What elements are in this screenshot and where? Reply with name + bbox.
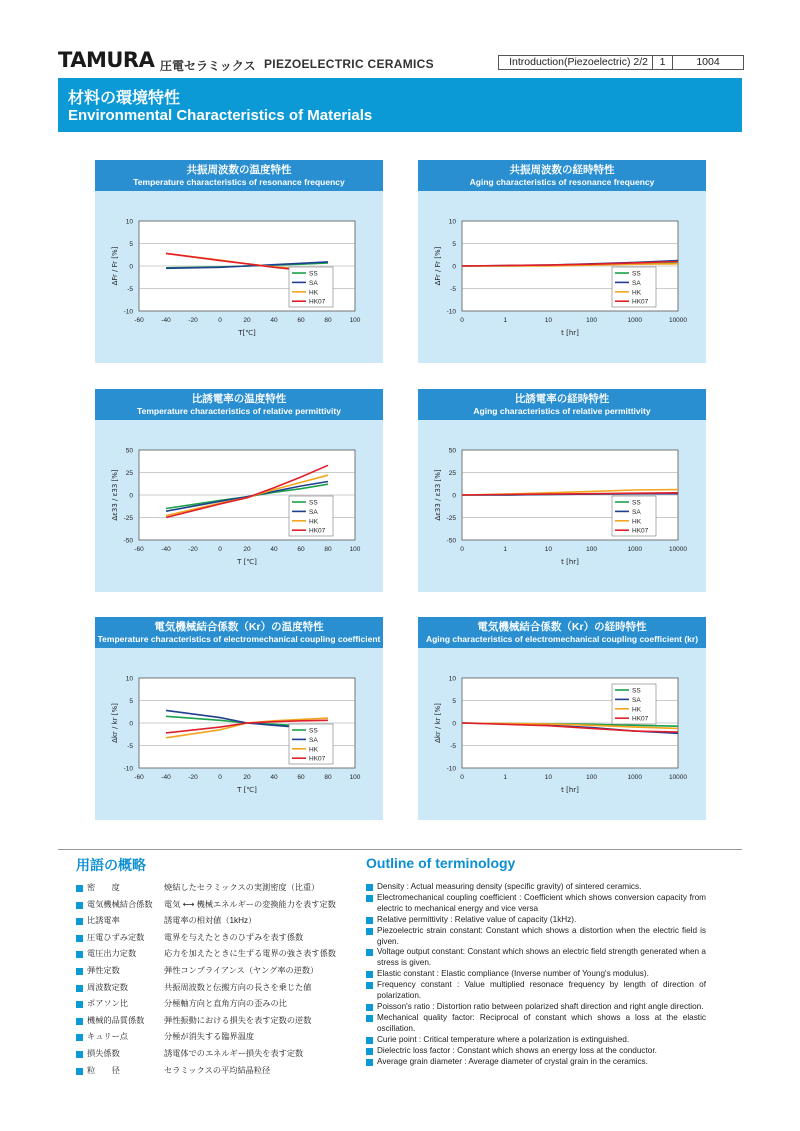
y-tick-label: 5 bbox=[129, 241, 133, 248]
bullet-square-icon bbox=[76, 935, 83, 942]
chart-title-jp: 共振周波数の経時特性 bbox=[509, 164, 615, 176]
term-label: 機械的品質係数 bbox=[87, 1015, 145, 1025]
x-tick-label: 1000 bbox=[627, 774, 643, 781]
term-text: Curie point : Critical temperature where a polarization is extinguished. bbox=[377, 1034, 630, 1044]
term-label: 電圧出力定数 bbox=[87, 949, 137, 959]
term-text: Relative permittivity : Relative value of capacity (1kHz). bbox=[377, 914, 577, 924]
legend-entry: HK07 bbox=[309, 755, 326, 763]
list-item bbox=[76, 1013, 346, 1030]
chart-title-bar bbox=[418, 160, 706, 191]
x-tick-label: 40 bbox=[270, 546, 278, 553]
doc-code: 1004 bbox=[696, 56, 720, 68]
x-tick-label: -20 bbox=[188, 317, 198, 324]
x-tick-label: 60 bbox=[297, 546, 305, 553]
y-axis-label: Δkr / kr [%] bbox=[434, 703, 442, 743]
y-tick-label: -10 bbox=[446, 765, 456, 773]
y-tick-label: -25 bbox=[446, 515, 456, 522]
x-tick-label: 10000 bbox=[668, 546, 688, 553]
doc-section: Introduction(Piezoelectric) 2/2 bbox=[499, 56, 653, 69]
y-tick-label: -5 bbox=[450, 286, 456, 293]
y-tick-label: -5 bbox=[127, 743, 133, 750]
chart-title-bar bbox=[418, 617, 706, 648]
term-description: 分極軸方向と直角方向の歪みの比 bbox=[164, 999, 287, 1009]
document-id-box bbox=[498, 55, 744, 70]
legend-entry: SS bbox=[632, 499, 641, 507]
section-divider bbox=[58, 849, 742, 850]
x-tick-label: 10000 bbox=[668, 774, 688, 781]
list-item bbox=[366, 1002, 706, 1013]
legend-entry: HK bbox=[309, 746, 319, 754]
term-label: 電気機械結合係数 bbox=[87, 899, 153, 909]
y-tick-label: 0 bbox=[129, 492, 133, 500]
y-tick-label: -10 bbox=[123, 308, 133, 316]
term-label: 粒 径 bbox=[87, 1065, 120, 1075]
legend-entry: SS bbox=[309, 727, 318, 735]
term-description: 弾性振動における損失を表す定数の逆数 bbox=[164, 1015, 312, 1025]
banner-title-jp: 材料の環境特性 bbox=[68, 90, 181, 107]
list-item bbox=[76, 980, 346, 997]
term-label: キュリー点 bbox=[87, 1032, 128, 1042]
chart-panel-6 bbox=[418, 617, 706, 820]
x-tick-label: 40 bbox=[270, 317, 278, 324]
term-description: 応力を加えたときに生ずる電界の強さ表す係数 bbox=[164, 949, 336, 959]
y-tick-label: 10 bbox=[448, 675, 456, 683]
y-axis-label: Δε33 / ε33 [%] bbox=[434, 469, 442, 521]
x-tick-label: 40 bbox=[270, 774, 278, 781]
chart-title-en: Aging characteristics of electromechanical coupling coefficient (kr) bbox=[425, 634, 699, 644]
y-tick-label: -10 bbox=[446, 308, 456, 316]
bullet-square-icon bbox=[366, 884, 373, 891]
term-label: 圧電ひずみ定数 bbox=[87, 932, 145, 942]
chart-title-en: Aging characteristics of resonance frequency bbox=[469, 177, 655, 187]
x-tick-label: 0 bbox=[218, 317, 222, 324]
x-tick-label: 0 bbox=[218, 774, 222, 781]
term-text: Poisson's ratio : Distortion ratio between polarized shaft direction and right angle direction. bbox=[377, 1001, 704, 1011]
legend-entry: HK07 bbox=[309, 298, 326, 306]
x-tick-label: 10 bbox=[544, 546, 553, 553]
legend-entry: SA bbox=[632, 508, 641, 516]
chart-title-en: Temperature characteristics of resonance frequency bbox=[133, 177, 345, 187]
x-tick-label: 0 bbox=[460, 774, 464, 781]
list-item bbox=[366, 915, 706, 926]
x-tick-label: 1000 bbox=[627, 317, 643, 324]
x-axis-label: t [hr] bbox=[561, 558, 579, 566]
bullet-square-icon bbox=[76, 1018, 83, 1025]
chart-title-en: Temperature characteristics of electromechanical coupling coefficient bbox=[97, 634, 381, 644]
x-tick-label: 0 bbox=[218, 546, 222, 553]
term-description: 電界を与えたときのひずみを表す係数 bbox=[164, 932, 304, 942]
bullet-square-icon bbox=[76, 1034, 83, 1041]
bullet-square-icon bbox=[76, 1001, 83, 1008]
terminology-heading-en: Outline of terminology bbox=[366, 855, 516, 871]
term-text: Dielectric loss factor : Constant which shows an energy loss at the conductor. bbox=[377, 1045, 657, 1055]
legend-entry: HK bbox=[309, 289, 319, 297]
chart-panel-4 bbox=[418, 389, 706, 592]
list-item bbox=[366, 1057, 706, 1068]
chart-title-bar bbox=[95, 617, 383, 648]
chart-panel-3 bbox=[95, 389, 383, 592]
list-item bbox=[76, 963, 346, 980]
bullet-square-icon bbox=[366, 982, 373, 989]
x-axis-label: T [℃] bbox=[237, 786, 257, 794]
term-label: 弾性定数 bbox=[87, 965, 120, 975]
legend-entry: HK07 bbox=[309, 527, 326, 535]
x-tick-label: -40 bbox=[161, 546, 171, 553]
y-tick-label: 10 bbox=[125, 218, 133, 226]
chart-2 bbox=[418, 191, 706, 363]
y-tick-label: -50 bbox=[446, 537, 456, 545]
page-header bbox=[0, 0, 800, 78]
chart-4 bbox=[418, 420, 706, 592]
term-description: 誘電率の相対値（1kHz） bbox=[164, 916, 257, 926]
term-description: 電気 ⟷ 機械エネルギーの変換能力を表す定数 bbox=[164, 899, 336, 909]
section-banner bbox=[58, 78, 742, 132]
x-axis-label: t [hr] bbox=[561, 329, 579, 337]
x-tick-label: 100 bbox=[349, 546, 361, 553]
x-tick-label: 10 bbox=[544, 774, 553, 781]
x-tick-label: 0 bbox=[460, 317, 464, 324]
legend-entry: SA bbox=[309, 736, 318, 744]
chart-1 bbox=[95, 191, 383, 363]
legend-entry: SA bbox=[632, 696, 641, 704]
chart-title-en: Temperature characteristics of relative permittivity bbox=[137, 406, 341, 416]
chart-5 bbox=[95, 648, 383, 820]
list-item bbox=[366, 969, 706, 980]
list-item bbox=[366, 980, 706, 1002]
term-description: 共振周波数と伝搬方向の長さを乗じた値 bbox=[164, 982, 312, 992]
legend-entry: HK07 bbox=[632, 715, 649, 723]
x-tick-label: 0 bbox=[460, 546, 464, 553]
x-axis-label: t [hr] bbox=[561, 786, 579, 794]
bullet-square-icon bbox=[366, 1015, 373, 1022]
term-text: Density : Actual measuring density (specific gravity) of sintered ceramics. bbox=[377, 882, 642, 891]
list-item bbox=[76, 897, 346, 914]
list-item bbox=[76, 930, 346, 947]
y-tick-label: 0 bbox=[452, 720, 456, 728]
chart-panel-2 bbox=[418, 160, 706, 363]
bullet-square-icon bbox=[76, 985, 83, 992]
list-item bbox=[76, 1063, 346, 1080]
y-tick-label: 0 bbox=[129, 720, 133, 728]
y-axis-label: ΔFr / Fr [%] bbox=[434, 246, 442, 286]
y-tick-label: -5 bbox=[450, 743, 456, 750]
y-tick-label: 0 bbox=[452, 492, 456, 500]
term-text: Elastic constant : Elastic compliance (Inverse number of Young's modulus). bbox=[377, 969, 649, 979]
chart-panel-5 bbox=[95, 617, 383, 820]
legend-entry: HK bbox=[632, 518, 642, 526]
list-item bbox=[366, 926, 706, 948]
legend-entry: SS bbox=[309, 270, 318, 278]
legend-entry: HK07 bbox=[632, 298, 649, 306]
x-tick-label: -40 bbox=[161, 317, 171, 324]
y-tick-label: 50 bbox=[448, 447, 456, 455]
term-text: Average grain diameter : Average diameter of crystal grain in the ceramics. bbox=[377, 1056, 648, 1066]
x-tick-label: 100 bbox=[349, 317, 361, 324]
terminology-heading-jp: 用語の概略 bbox=[76, 857, 146, 873]
term-description: 焼結したセラミックスの実測密度（比重） bbox=[164, 883, 320, 892]
x-tick-label: 20 bbox=[243, 774, 251, 781]
bullet-square-icon bbox=[366, 971, 373, 978]
legend-entry: SA bbox=[632, 279, 641, 287]
x-tick-label: 80 bbox=[324, 546, 332, 553]
term-description: 分極が消失する臨界温度 bbox=[164, 1032, 255, 1042]
y-tick-label: -50 bbox=[123, 537, 133, 545]
legend-entry: SS bbox=[309, 499, 318, 507]
bullet-square-icon bbox=[76, 1068, 83, 1075]
legend-entry: HK bbox=[309, 518, 319, 526]
x-tick-label: 80 bbox=[324, 774, 332, 781]
x-tick-label: 1000 bbox=[627, 546, 643, 553]
list-item bbox=[76, 946, 346, 963]
term-label: 損失係数 bbox=[87, 1048, 120, 1058]
header-title-jp: 圧電セラミックス bbox=[160, 59, 256, 73]
x-tick-label: 10000 bbox=[668, 317, 688, 324]
bullet-square-icon bbox=[366, 895, 373, 902]
bullet-square-icon bbox=[76, 968, 83, 975]
chart-6 bbox=[418, 648, 706, 820]
legend-entry: HK07 bbox=[632, 527, 649, 535]
term-label: ポアソン比 bbox=[87, 999, 128, 1009]
y-tick-label: 25 bbox=[125, 470, 133, 477]
chart-title-jp: 共振周波数の温度特性 bbox=[186, 164, 292, 176]
x-tick-label: 60 bbox=[297, 317, 305, 324]
x-tick-label: -20 bbox=[188, 546, 198, 553]
x-tick-label: 20 bbox=[243, 546, 251, 553]
chart-title-bar bbox=[418, 389, 706, 420]
legend-entry: SS bbox=[632, 687, 641, 695]
x-tick-label: -20 bbox=[188, 774, 198, 781]
chart-title-jp: 比誘電率の温度特性 bbox=[191, 393, 287, 405]
x-tick-label: 100 bbox=[349, 774, 361, 781]
x-tick-label: 100 bbox=[586, 317, 598, 324]
list-item bbox=[366, 947, 706, 969]
x-tick-label: 60 bbox=[297, 774, 305, 781]
x-tick-label: 20 bbox=[243, 317, 251, 324]
bullet-square-icon bbox=[366, 1059, 373, 1066]
term-label: 周波数定数 bbox=[87, 982, 128, 992]
y-tick-label: 10 bbox=[448, 218, 456, 226]
y-tick-label: 5 bbox=[452, 241, 456, 248]
bullet-square-icon bbox=[76, 951, 83, 958]
bullet-square-icon bbox=[366, 928, 373, 935]
chart-title-jp: 電気機械結合係数（Kr）の経時特性 bbox=[477, 621, 647, 633]
list-item bbox=[366, 1046, 706, 1057]
chart-panel-1 bbox=[95, 160, 383, 363]
list-item bbox=[366, 893, 706, 915]
chart-title-en: Aging characteristics of relative permittivity bbox=[473, 406, 651, 416]
x-axis-label: T[℃] bbox=[238, 329, 256, 337]
x-tick-label: -40 bbox=[161, 774, 171, 781]
list-item bbox=[366, 882, 706, 893]
y-axis-label: Δkr / kr [%] bbox=[111, 703, 119, 743]
list-item bbox=[76, 880, 346, 897]
doc-number: 1 bbox=[653, 56, 673, 69]
y-tick-label: 0 bbox=[129, 263, 133, 271]
x-tick-label: 100 bbox=[586, 774, 598, 781]
y-tick-label: 0 bbox=[452, 263, 456, 271]
bullet-square-icon bbox=[366, 917, 373, 924]
chart-title-jp: 比誘電率の経時特性 bbox=[514, 393, 610, 405]
y-tick-label: 50 bbox=[125, 447, 133, 455]
chart-3 bbox=[95, 420, 383, 592]
y-axis-label: Δε33 / ε33 [%] bbox=[111, 469, 119, 521]
term-description: 弾性コンプライアンス（ヤング率の逆数） bbox=[164, 965, 319, 975]
bullet-square-icon bbox=[76, 885, 83, 892]
bullet-square-icon bbox=[76, 918, 83, 925]
bullet-square-icon bbox=[366, 1048, 373, 1055]
x-axis-label: T [℃] bbox=[237, 558, 257, 566]
list-item bbox=[76, 1029, 346, 1046]
term-text: Mechanical quality factor: Reciprocal of constant which shows a loss at the elastic oscillation. bbox=[377, 1012, 706, 1033]
list-item bbox=[76, 1046, 346, 1063]
legend-entry: SA bbox=[309, 508, 318, 516]
y-tick-label: 25 bbox=[448, 470, 456, 477]
term-label: 比誘電率 bbox=[87, 916, 120, 926]
y-tick-label: 5 bbox=[129, 698, 133, 705]
chart-title-bar bbox=[95, 389, 383, 420]
x-tick-label: -60 bbox=[134, 546, 144, 553]
bullet-square-icon bbox=[366, 1037, 373, 1044]
legend-entry: HK bbox=[632, 289, 642, 297]
bullet-square-icon bbox=[76, 1051, 83, 1058]
term-label: 密 度 bbox=[87, 883, 120, 892]
y-tick-label: -5 bbox=[127, 286, 133, 293]
list-item bbox=[76, 996, 346, 1013]
term-text: Piezoelectric strain constant: Constant which shows a distortion when the electric field is given. bbox=[377, 925, 706, 946]
list-item bbox=[366, 1035, 706, 1046]
x-tick-label: 100 bbox=[586, 546, 598, 553]
term-description: セラミックスの平均結晶粒径 bbox=[164, 1065, 271, 1075]
legend-entry: SA bbox=[309, 279, 318, 287]
bullet-square-icon bbox=[366, 1004, 373, 1011]
term-text: Voltage output constant: Constant which shows an electric field strength generated when a stress is given. bbox=[377, 947, 706, 968]
x-tick-label: -60 bbox=[134, 317, 144, 324]
legend-entry: HK bbox=[632, 706, 642, 714]
legend-entry: SS bbox=[632, 270, 641, 278]
y-tick-label: -25 bbox=[123, 515, 133, 522]
x-tick-label: 80 bbox=[324, 317, 332, 324]
x-tick-label: 1 bbox=[503, 546, 508, 553]
terminology-list-jp bbox=[76, 880, 346, 1079]
x-tick-label: -60 bbox=[134, 774, 144, 781]
bullet-square-icon bbox=[76, 902, 83, 909]
chart-title-jp: 電気機械結合係数（Kr）の温度特性 bbox=[154, 621, 324, 633]
tamura-logo: TAMURA bbox=[58, 48, 155, 72]
y-tick-label: 5 bbox=[452, 698, 456, 705]
term-description: 誘電体でのエネルギー損失を表す定数 bbox=[164, 1048, 304, 1058]
header-title-en: PIEZOELECTRIC CERAMICS bbox=[264, 57, 434, 71]
term-text: Electromechanical coupling coefficient : Coefficient which shows conversion capacity from electric to mechanical energy and vice versa bbox=[377, 892, 706, 913]
terminology-list-en bbox=[366, 882, 706, 1067]
bullet-square-icon bbox=[366, 949, 373, 956]
y-tick-label: -10 bbox=[123, 765, 133, 773]
x-tick-label: 1 bbox=[503, 317, 508, 324]
list-item bbox=[76, 913, 346, 930]
term-text: Frequency constant : Value multiplied resonace frequency by length of direction of polarization. bbox=[377, 980, 706, 1001]
y-axis-label: ΔFr / Fr [%] bbox=[111, 246, 119, 286]
x-tick-label: 1 bbox=[503, 774, 508, 781]
y-tick-label: 10 bbox=[125, 675, 133, 683]
banner-title-en: Environmental Characteristics of Materials bbox=[68, 107, 373, 124]
list-item bbox=[366, 1013, 706, 1035]
chart-title-bar bbox=[95, 160, 383, 191]
x-tick-label: 10 bbox=[544, 317, 553, 324]
